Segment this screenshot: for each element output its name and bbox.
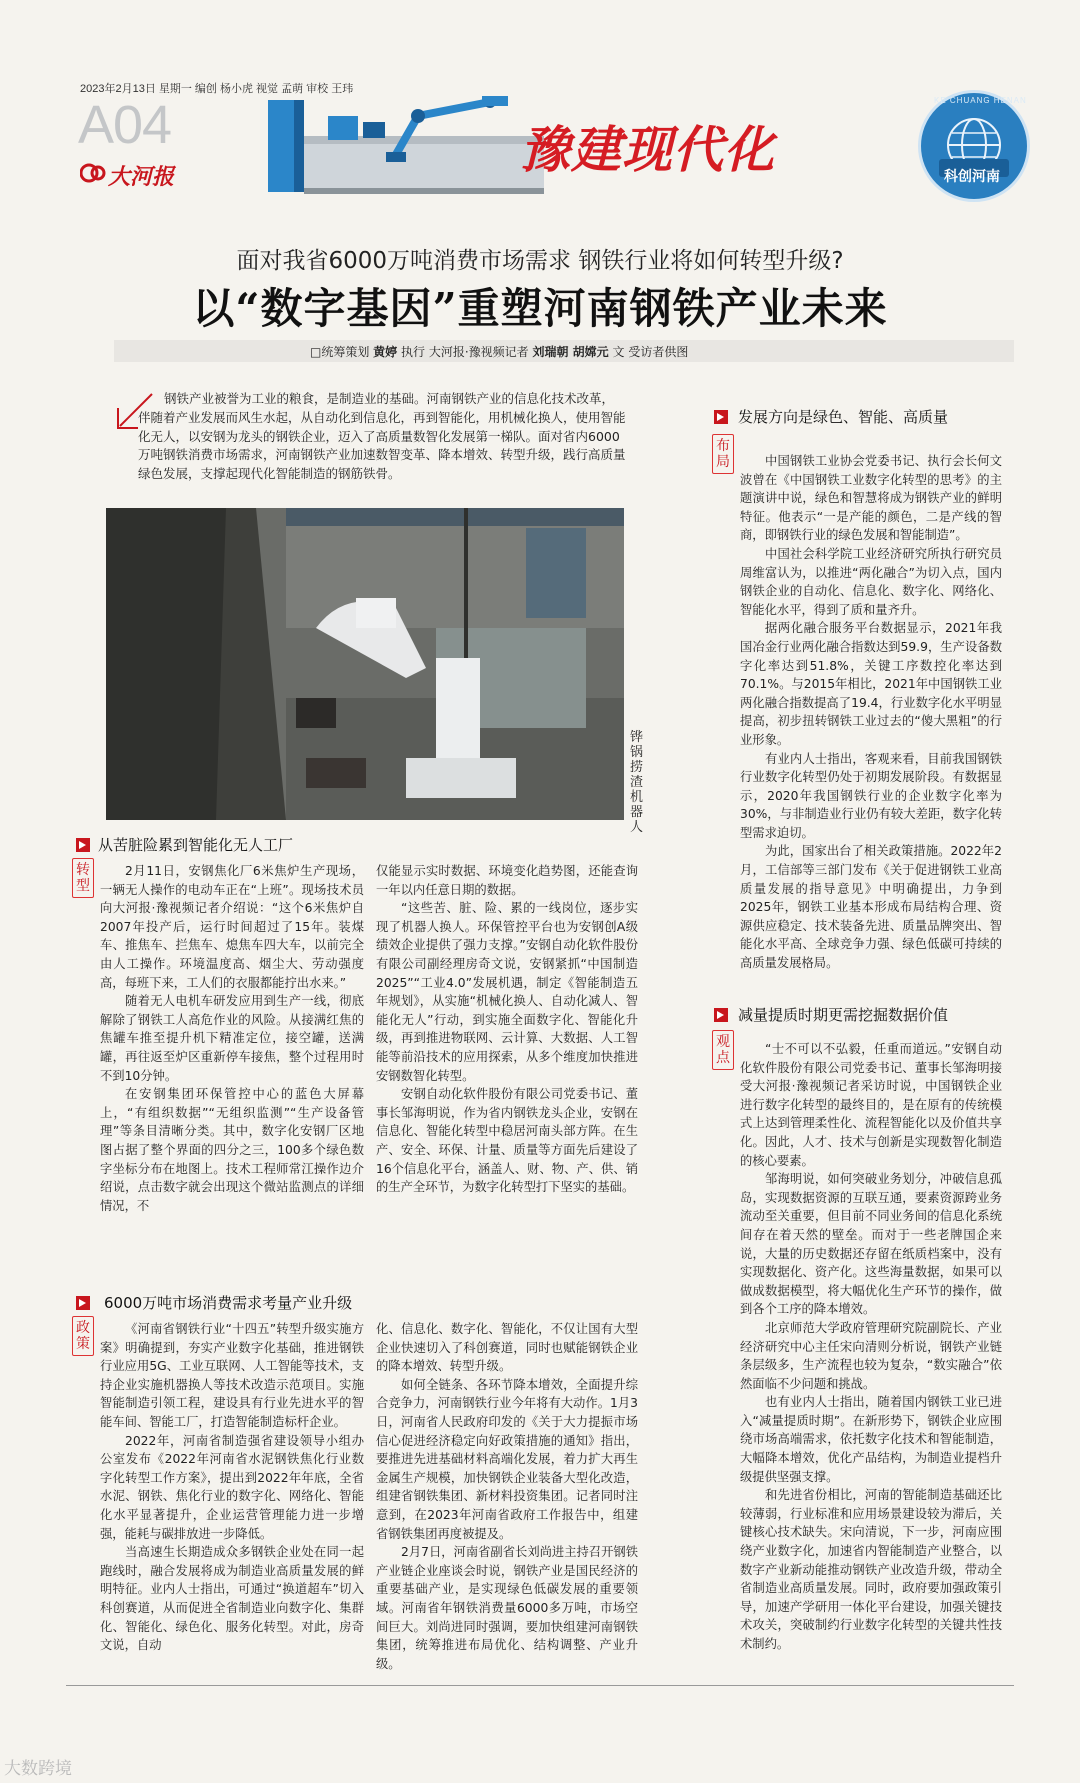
paragraph: 中国社会科学院工业经济研究所执行研究员周维富认为，以推进“两化融合”为切入点，国内钢铁企业的自动化、信息化、数字化、网络化、智能化水平，得到了质和量齐升。 <box>740 546 1002 617</box>
article-subhead: 面对我省6000万吨消费市场需求 钢铁行业将如何转型升级? <box>236 248 844 274</box>
paragraph: “士不可以不弘毅，任重而道远。”安钢自动化软件股份有限公司党委书记、董事长邹海明接受大河报·豫视频记者采访时说，中国钢铁企业进行数字化转型的最终目的，是在原有的传统模式上达到管理柔性化、流程智能化以及价值共享化。因此，人才、技术与创新是实现数智化制造的核心要素。 <box>740 1042 1002 1168</box>
paragraph: 随着无人电机车研发应用到生产一线，彻底解除了钢铁工人高危作业的风险。从接满红焦的焦罐车推至提升机下精准定位，接空罐，送满罐，再往返至炉区重新停车接焦，整个过程用时不到10分钟。 <box>100 994 364 1083</box>
paragraph: 如何全链条、各环节降本增效，全面提升综合竞争力，河南钢铁行业今年将有大动作。1月3日，河南省人民政府印发的《关于大力提振市场信心促进经济稳定向好政策措施的通知》指出，要推进先进基础材料高端化发展，着力扩大再生金属生产规模，加快钢铁企业装备大型化改造，组建省钢铁集团、新材料投资集团。记者同时注意到，在2023年河南省政府工作报告中，组建省钢铁集团再度被提及。 <box>376 1377 638 1541</box>
seal-ring-text: KE CHUANG HENAN <box>934 96 1027 105</box>
section-transform-col2 <box>376 862 638 1197</box>
paragraph: 化、信息化、数字化、智能化，不仅让国有大型企业快速切入了科创赛道，同时也赋能钢铁企业的降本增效、转型升级。 <box>376 1322 638 1374</box>
section-heading-policy: 6000万吨市场消费需求考量产业升级 <box>104 1294 353 1312</box>
section-tag-transform: 转型 <box>72 858 94 898</box>
photo-caption: 铧锅捞渣机器人 <box>630 730 644 835</box>
paragraph: 也有业内人士指出，随着国内钢铁工业已进入“减量提质时期”。在新形势下，钢铁企业应围绕市场高端需求，依托数字化技术和智能制造，大幅降本增效，优化产品结构，为制造业提档升级提供坚强支撑。 <box>740 1395 1002 1484</box>
section-bullet-icon <box>714 1008 728 1022</box>
paragraph: 中国钢铁工业协会党委书记、执行会长何文波曾在《中国钢铁工业数字化转型的思考》的主题演讲中说，绿色和智慧将成为钢铁产业的鲜明特征。他表示“一是产能的颜色，二是产线的智商，即钢铁行业的绿色发展和智能制造”。 <box>740 454 1002 543</box>
section-banner-title: 豫建现代化 <box>520 121 775 179</box>
paragraph: 当高速生长期造成众多钢铁企业处在同一起跑线时，融合发展将成为制造业高质量发展的鲜明特征。业内人士指出，可通过“换道超车”切入科创赛道，从而促进全省制造业向数字化、集群化、智能化、绿色化、服务化转型。对此，房奇文说，自动 <box>100 1545 364 1653</box>
paragraph: 2022年，河南省制造强省建设领导小组办公室发布《2022年河南省水泥钢铁焦化行业数字化转型工作方案》，提出到2022年年底，全省水泥、钢铁、焦化行业的数字化、网络化、智能化水平显著提升，企业运营管理能力进一步增强，能耗与碳排放进一步降低。 <box>100 1433 364 1541</box>
paragraph: 邹海明说，如何突破业务划分，冲破信息孤岛，实现数据资源的互联互通，要素资源跨业务流动至关重要，但目前不同业务间的信息化系统间存在着天然的壁垒。而对于一些老牌国企来说，大量的历史数据还存留在纸质档案中，没有实现数据化、资产化。这些海量数据，如果可以做成数据模型，将大幅优化生产环节的操作，做到各个工序的降本增效。 <box>740 1172 1002 1317</box>
article-lede: 钢铁产业被誉为工业的粮食，是制造业的基础。河南钢铁产业的信息化技术改革，伴随着产业发展而风生水起，从自动化到信息化，再到智能化，用机械化换人，使用智能化无人，以安钢为龙头的钢铁企业，迈入了高质量数智化发展第一梯队。面对省内6000万吨钢铁消费市场需求，河南钢铁产业加速数智变革、降本增效、转型升级，践行高质量绿色发展，支撑起现代化智能制造的钢筋铁骨。 <box>138 391 626 482</box>
paragraph: 据两化融合服务平台数据显示，2021年我国冶金行业两化融合指数达到59.9，生产设备数字化率达到51.8%，关键工序数控化率达到70.1%。与2015年相比，2021年中国钢铁工业两化融合指数提高了19.4，行业数字化水平明显提高，初步扭转钢铁工业过去的“傻大黑粗”的行业形象。 <box>740 621 1002 747</box>
section-policy-col1 <box>100 1320 364 1655</box>
section-tag-viewpoint: 观点 <box>712 1030 734 1070</box>
paragraph: 北京师范大学政府管理研究院副院长、产业经济研究中心主任宋向清则分析说，钢铁产业链条层级多，生产流程也较为复杂，“数实融合”依然面临不少问题和挑战。 <box>740 1320 1002 1391</box>
byline-planner: 黄婷 <box>373 345 398 359</box>
byline-prefix: □统筹策划 <box>310 345 370 359</box>
section-heading-viewpoint: 减量提质时期更需挖掘数据价值 <box>738 1006 949 1024</box>
article-headline: 以“数字基因”重塑河南钢铁产业未来 <box>192 284 888 333</box>
section-tag-policy: 政策 <box>72 1316 94 1356</box>
section-heading-transform: 从苦脏险累到智能化无人工厂 <box>98 836 294 854</box>
dateline: 2023年2月13日 星期一 编创 杨小虎 视觉 孟萌 审校 王玮 <box>80 83 354 95</box>
paragraph: 2月7日，河南省副省长刘尚进主持召开钢铁产业链企业座谈会时说，钢铁产业是国民经济的重要基础产业，是实现绿色低碳发展的重要领域。河南省年钢铁消费量6000多万吨，市场空间巨大。刘尚进同时强调，要加快组建河南钢铁集团，统筹推进布局优化、结构调整、产业升级。 <box>376 1545 638 1671</box>
paragraph: 仅能显示实时数据、环境变化趋势图，还能查询一年以内任意日期的数据。 <box>376 864 638 897</box>
section-transform-col1 <box>100 862 364 1215</box>
byline-mid: 执行 大河报·豫视频记者 <box>401 345 529 359</box>
paragraph: 在安钢集团环保管控中心的蓝色大屏幕上，“有组织数据”“无组织监测”“生产设备管理”等条目清晰分类。其中，数字化安钢厂区地图占据了整个界面的四分之三，100多个绿色数字坐标分布在地图上。技术工程师常江操作边介绍说，点击数字就会出现这个微站监测点的详细情况，不 <box>100 1087 364 1213</box>
newspaper-logo: 大河报 <box>108 164 175 190</box>
newspaper-logo-icon <box>80 162 106 184</box>
page-number: A04 <box>78 95 172 155</box>
paragraph: 和先进省份相比，河南的智能制造基础还比较薄弱，行业标准和应用场景建设较为滞后，关键核心技术缺失。宋向清说，下一步，河南应围绕产业数字化，加速省内智能制造产业整合，以数字产业新动能推动钢铁产业改造升级，带动全省制造业高质量发展。同时，政府要加强政策引导，加速产学研用一体化平台建设，加强关键技术攻关，突破制约行业数字化转型的关键共性技术制约。 <box>740 1488 1002 1651</box>
seal-label: 科创河南 <box>944 169 1000 185</box>
paragraph: “这些苦、脏、险、累的一线岗位，逐步实现了机器人换人。环保管控平台也为安钢创A级绩效企业提供了强力支撑。”安钢自动化软件股份有限公司副经理房奇文说，安钢紧抓“中国制造2025”“工业4.0”发展机遇，制定《智能制造五年规划》，从实施“机械化换人、自动化减人、智能化无人”行动，到实施全面数字化、智能化升级，再到推进物联网、云计算、大数据、人工智能等前沿技术的应用探索，从多个维度加快推进安钢数智化转型。 <box>376 901 638 1083</box>
watermark: 大数跨境 <box>4 1759 72 1779</box>
paragraph: 《河南省钢铁行业“十四五”转型升级实施方案》明确提到，夯实产业数字化基础，推进钢铁行业应用5G、工业互联网、人工智能等技术，支持企业实施机器换人等技术改造示范项目。实施智能制造引领工程，建设具有行业先进水平的智能车间、智能工厂，打造智能制造标杆企业。 <box>100 1322 364 1429</box>
footer-rule <box>66 1685 1014 1686</box>
section-viewpoint-col <box>740 1040 1002 1654</box>
byline-suffix: 文 受访者供图 <box>612 345 689 359</box>
robot-photo <box>106 508 624 820</box>
section-heading-layout: 发展方向是绿色、智能、高质量 <box>738 408 949 426</box>
section-bullet-icon <box>76 1296 90 1310</box>
section-bullet-icon <box>714 410 728 424</box>
paragraph: 为此，国家出台了相关政策措施。2022年2月，工信部等三部门发布《关于促进钢铁工业高质量发展的指导意见》中明确提出，力争到2025年，钢铁工业基本形成布局结构合理、资源供应稳定、技术装备先进、质量品牌突出、智能化水平高、全球竞争力强、绿色低碳可持续的高质量发展格局。 <box>740 844 1002 971</box>
section-bullet-icon <box>76 838 90 852</box>
byline-reporters: 刘瑞朝 胡嫦元 <box>532 345 609 359</box>
paragraph: 2月11日，安钢焦化厂6米焦炉生产现场，一辆无人操作的电动车正在“上班”。现场技术员向大河报·豫视频记者介绍说：“这个6米焦炉自2007年投产后，运行时间超过了15年。装煤车、推焦车、拦焦车、熄焦车四大车，以前完全由人工操作。环境温度高、烟尘大、劳动强度高，每班下来，工人们的衣服都能拧出水来。” <box>100 864 364 990</box>
section-policy-col2 <box>376 1320 638 1673</box>
section-layout-col <box>740 452 1002 973</box>
byline <box>310 343 688 360</box>
paragraph: 安钢自动化软件股份有限公司党委书记、董事长邹海明说，作为省内钢铁龙头企业，安钢在信息化、智能化转型中稳居河南头部方阵。在生产、安全、环保、计量、质量等方面先后建设了16个信息化平台，涵盖人、财、物、产、供、销的生产全环节，为数字化转型打下坚实的基础。 <box>376 1087 638 1195</box>
paragraph: 有业内人士指出，客观来看，目前我国钢铁行业数字化转型仍处于初期发展阶段。有数据显示，2020年我国钢铁行业的企业数字化率为30%，与非制造业行业仍有较大差距，数字化转型需求迫切。 <box>740 751 1002 840</box>
section-tag-layout: 布局 <box>712 434 734 474</box>
